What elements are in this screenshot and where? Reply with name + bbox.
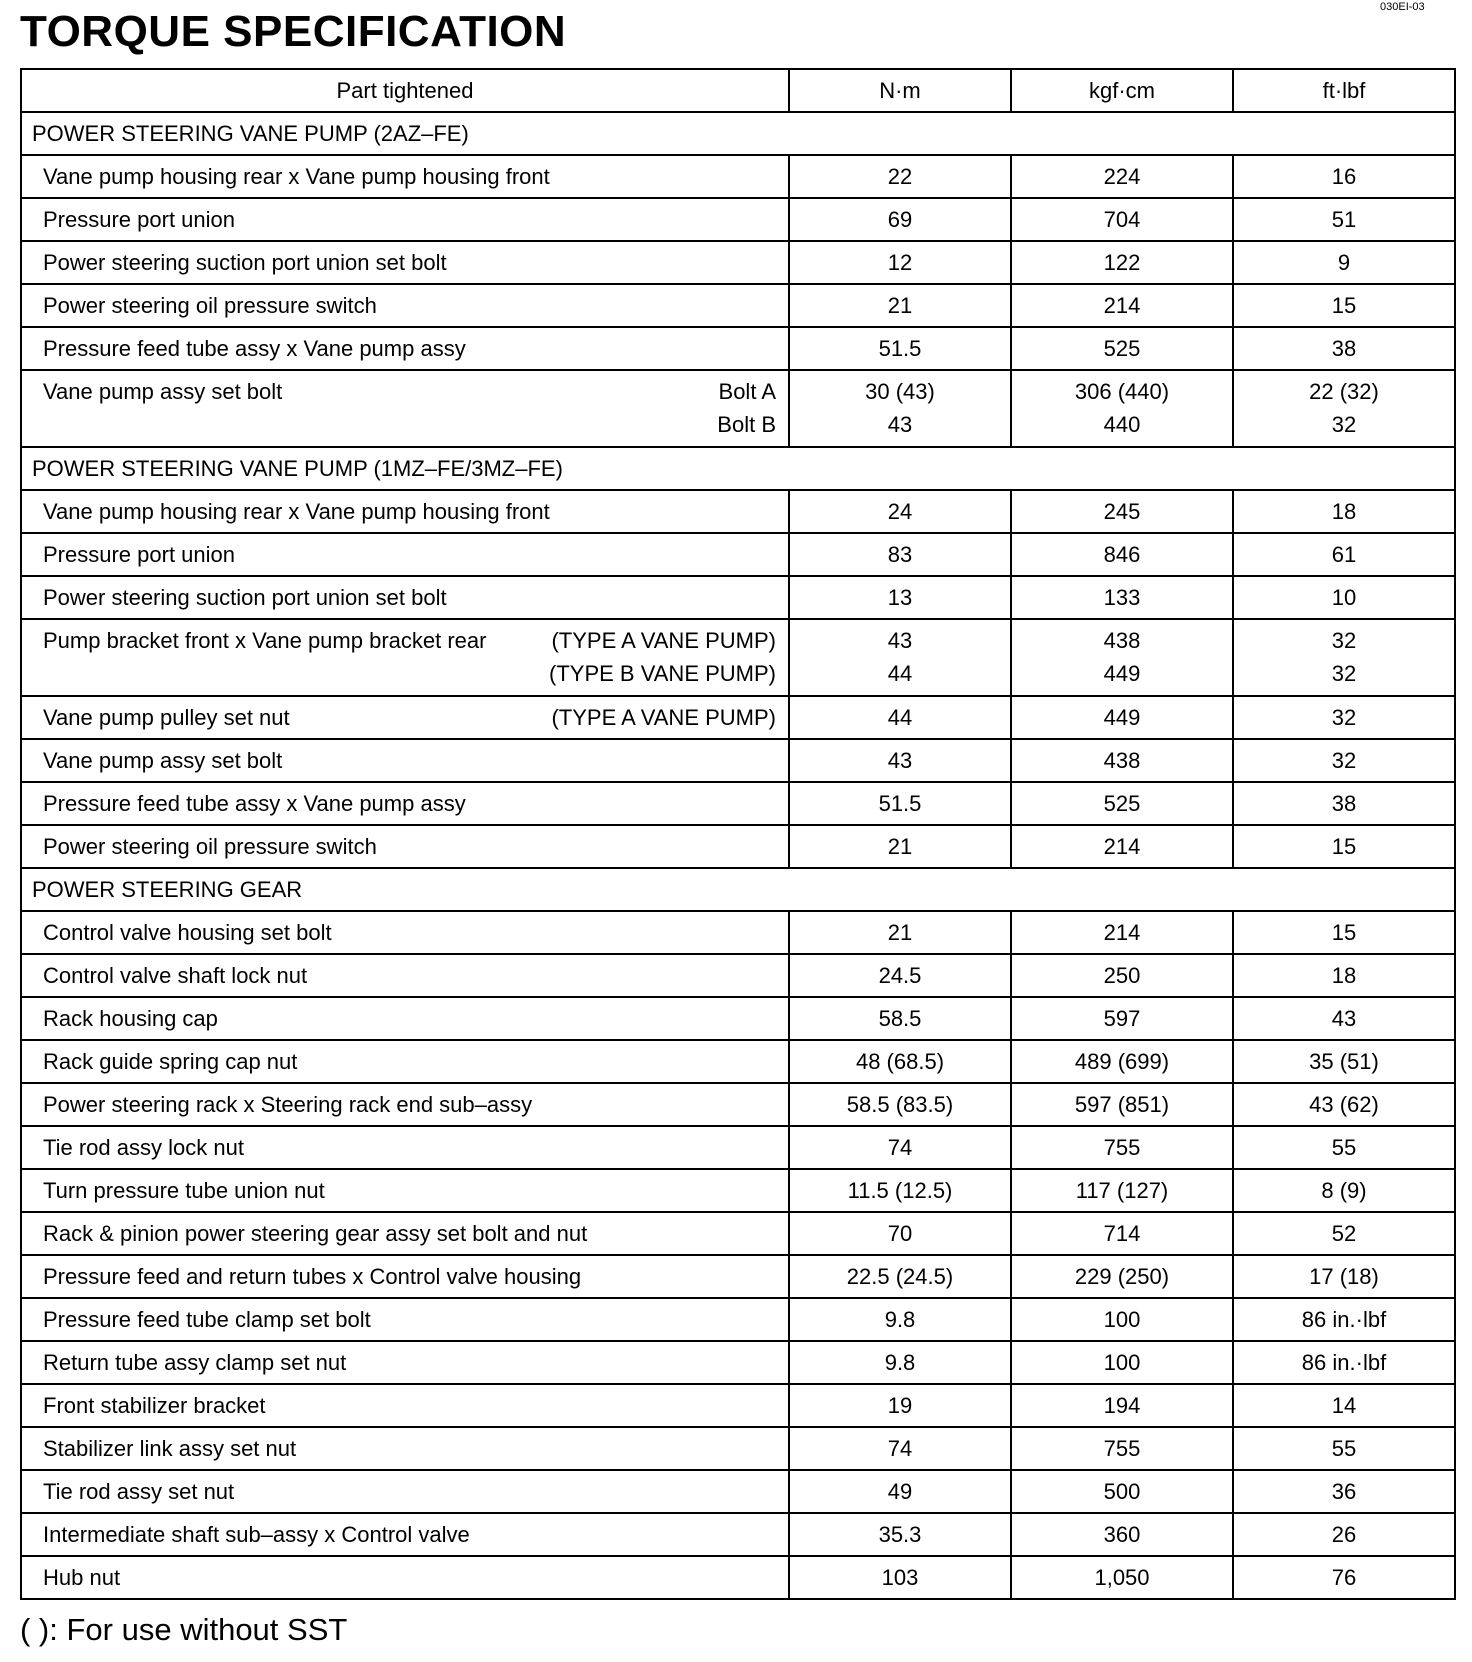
part-cell [21,533,789,576]
value-ft-lbf-cell [1233,1169,1455,1212]
value-ft-lbf-cell [1233,696,1455,739]
part-cell [21,1427,789,1470]
value-kgf-cm-cell [1011,1255,1233,1298]
value-ft-lbf-cell [1233,1427,1455,1470]
table-row [21,825,1455,868]
value-ft-lbf-cell [1233,1083,1455,1126]
part-cell [21,490,789,533]
value-ft-lbf: 32 [1331,628,1357,653]
part-cell [21,198,789,241]
part-name: Pressure port union [43,542,235,567]
part-name: Front stabilizer bracket [43,1393,266,1418]
part-cell [21,1384,789,1427]
part-cell [21,1040,789,1083]
part-qualifier: Bolt A [718,379,776,404]
value-kgf-cm: 1,050 [1094,1565,1150,1590]
value-ft-lbf: 86 in.·lbf [1301,1307,1387,1332]
part-cell [21,576,789,619]
value-nm: 44 [887,705,913,730]
value-nm-cell [789,1384,1011,1427]
value-kgf-cm: 438 [1103,628,1141,653]
table-row [21,954,1455,997]
value-kgf-cm: 755 [1103,1135,1141,1160]
header-ft-lbf: ft·lbf [1233,69,1455,112]
part-qualifier: (TYPE A VANE PUMP) [551,705,776,730]
part-cell [21,1169,789,1212]
part-cell [21,1470,789,1513]
value-ft-lbf: 14 [1331,1393,1357,1418]
value-kgf-cm-cell [1011,954,1233,997]
part-cell [21,997,789,1040]
value-kgf-cm: 489 (699) [1074,1049,1170,1074]
value-nm-cell [789,284,1011,327]
value-kgf-cm-cell [1011,911,1233,954]
value-ft-lbf-cell [1233,533,1455,576]
value-nm-cell [789,1169,1011,1212]
table-row [21,1470,1455,1513]
section-heading: POWER STEERING VANE PUMP (2AZ–FE) [21,112,1455,155]
value-kgf-cm: 846 [1103,542,1141,567]
table-row [21,782,1455,825]
section-row [21,112,1455,155]
value-nm-cell [789,739,1011,782]
part-name: Vane pump housing rear x Vane pump housing front [43,499,550,524]
value-nm-cell [789,155,1011,198]
value-kgf-cm-cell [1011,327,1233,370]
value-kgf-cm-cell [1011,1126,1233,1169]
value-ft-lbf: 86 in.·lbf [1301,1350,1387,1375]
value-kgf-cm: 100 [1103,1307,1141,1332]
table-body [21,112,1455,1599]
value-nm: 9.8 [884,1307,916,1332]
value-ft-lbf-cell [1233,911,1455,954]
value-nm: 48 (68.5) [855,1049,945,1074]
value-kgf-cm: 525 [1103,791,1141,816]
part-cell [21,911,789,954]
value-nm-cell [789,241,1011,284]
part-name: Pressure feed tube assy x Vane pump assy [43,336,466,361]
part-cell [21,241,789,284]
value-ft-lbf: 18 [1331,963,1357,988]
value-ft-lbf: 16 [1331,164,1357,189]
value-nm-cell [789,1298,1011,1341]
value-nm-cell [789,1255,1011,1298]
value-kgf-cm: 214 [1103,834,1141,859]
part-name: Control valve housing set bolt [43,920,332,945]
part-name: Tie rod assy set nut [43,1479,235,1504]
value-nm-cell [789,198,1011,241]
value-kgf-cm: 714 [1103,1221,1141,1246]
table-row [21,997,1455,1040]
value-ft-lbf: 32 [1331,412,1357,437]
value-ft-lbf: 55 [1331,1436,1357,1461]
table-row [21,1298,1455,1341]
value-kgf-cm-cell [1011,370,1233,447]
value-kgf-cm-cell [1011,1083,1233,1126]
part-cell [21,155,789,198]
value-ft-lbf: 17 (18) [1309,1264,1379,1289]
value-nm: 21 [887,834,913,859]
part-cell [21,1298,789,1341]
part-cell [21,1126,789,1169]
part-name: Vane pump assy set bolt [43,379,283,404]
value-nm: 12 [887,250,913,275]
value-nm-cell [789,997,1011,1040]
table-row [21,327,1455,370]
part-cell [21,1255,789,1298]
value-kgf-cm: 440 [1103,412,1141,437]
table-row [21,1341,1455,1384]
value-kgf-cm-cell [1011,155,1233,198]
value-kgf-cm: 360 [1103,1522,1141,1547]
value-ft-lbf-cell [1233,739,1455,782]
part-name: Power steering oil pressure switch [43,834,377,859]
value-nm: 22.5 (24.5) [846,1264,954,1289]
value-nm-cell [789,954,1011,997]
part-cell [21,284,789,327]
value-ft-lbf: 15 [1331,293,1357,318]
value-kgf-cm: 214 [1103,920,1141,945]
value-nm-cell [789,1083,1011,1126]
value-ft-lbf-cell [1233,1341,1455,1384]
table-row [21,1169,1455,1212]
part-cell [21,739,789,782]
value-nm: 69 [887,207,913,232]
part-qualifier: Bolt B [717,412,776,437]
table-row [21,1384,1455,1427]
value-kgf-cm: 597 [1103,1006,1141,1031]
value-ft-lbf-cell [1233,782,1455,825]
value-kgf-cm: 438 [1103,748,1141,773]
value-ft-lbf: 22 (32) [1309,379,1379,404]
value-ft-lbf-cell [1233,155,1455,198]
part-name: Vane pump housing rear x Vane pump housing front [43,164,550,189]
value-ft-lbf-cell [1233,1470,1455,1513]
value-ft-lbf: 38 [1331,791,1357,816]
value-kgf-cm: 250 [1103,963,1141,988]
value-nm: 19 [887,1393,913,1418]
table-row [21,911,1455,954]
value-kgf-cm-cell [1011,1427,1233,1470]
value-kgf-cm-cell [1011,1212,1233,1255]
value-ft-lbf: 32 [1331,661,1357,686]
value-ft-lbf: 43 [1331,1006,1357,1031]
value-ft-lbf-cell [1233,241,1455,284]
table-row [21,739,1455,782]
value-nm: 21 [887,293,913,318]
footnote: ( ): For use without SST [20,1612,348,1647]
value-ft-lbf: 15 [1331,834,1357,859]
part-name: Power steering suction port union set bolt [43,585,447,610]
value-ft-lbf-cell [1233,825,1455,868]
value-nm: 30 (43) [865,379,935,404]
value-nm-cell [789,490,1011,533]
part-cell [21,1341,789,1384]
value-kgf-cm-cell [1011,490,1233,533]
value-nm-cell [789,1040,1011,1083]
table-row [21,1212,1455,1255]
value-ft-lbf: 8 (9) [1321,1178,1367,1203]
part-name: Vane pump pulley set nut [43,705,290,730]
value-nm: 24.5 [878,963,922,988]
part-cell [21,327,789,370]
part-qualifier: (TYPE B VANE PUMP) [549,661,776,686]
value-ft-lbf: 51 [1331,207,1357,232]
part-name: Pressure feed tube assy x Vane pump assy [43,791,466,816]
value-ft-lbf-cell [1233,1556,1455,1599]
section-row [21,447,1455,490]
part-cell [21,370,789,447]
table-row [21,1083,1455,1126]
value-nm-cell [789,1126,1011,1169]
value-nm-cell [789,1556,1011,1599]
table-row [21,198,1455,241]
value-nm-cell [789,782,1011,825]
part-cell [21,1513,789,1556]
value-nm-cell [789,1427,1011,1470]
value-kgf-cm: 133 [1103,585,1141,610]
value-ft-lbf: 9 [1337,250,1351,275]
value-kgf-cm-cell [1011,696,1233,739]
part-cell [21,1212,789,1255]
value-nm: 58.5 [878,1006,922,1031]
value-kgf-cm-cell [1011,739,1233,782]
torque-table [20,68,1456,1600]
value-nm: 24 [887,499,913,524]
value-ft-lbf: 52 [1331,1221,1357,1246]
part-name: Rack housing cap [43,1006,218,1031]
value-ft-lbf-cell [1233,490,1455,533]
value-ft-lbf: 18 [1331,499,1357,524]
value-ft-lbf-cell [1233,1040,1455,1083]
part-cell [21,619,789,696]
table-row [21,370,1455,447]
value-kgf-cm-cell [1011,1169,1233,1212]
value-nm-cell [789,576,1011,619]
part-name: Turn pressure tube union nut [43,1178,325,1203]
part-name: Control valve shaft lock nut [43,963,308,988]
part-name: Pressure feed and return tubes x Control valve housing [43,1264,582,1289]
table-row [21,1556,1455,1599]
value-nm-cell [789,1470,1011,1513]
header-row [21,69,1455,112]
header-part: Part tightened [21,69,789,112]
value-ft-lbf: 32 [1331,748,1357,773]
value-ft-lbf-cell [1233,997,1455,1040]
value-nm: 13 [887,585,913,610]
value-kgf-cm-cell [1011,1384,1233,1427]
part-name: Rack guide spring cap nut [43,1049,298,1074]
value-kgf-cm: 306 (440) [1074,379,1170,404]
value-ft-lbf-cell [1233,1384,1455,1427]
value-ft-lbf: 61 [1331,542,1357,567]
value-ft-lbf-cell [1233,1126,1455,1169]
value-kgf-cm-cell [1011,533,1233,576]
table-row [21,1255,1455,1298]
table-row [21,696,1455,739]
value-nm: 74 [887,1135,913,1160]
value-nm: 43 [887,748,913,773]
value-kgf-cm: 500 [1103,1479,1141,1504]
table-row [21,533,1455,576]
part-name: Return tube assy clamp set nut [43,1350,347,1375]
part-name: Pressure port union [43,207,235,232]
value-nm: 103 [881,1565,919,1590]
value-nm: 22 [887,164,913,189]
value-kgf-cm-cell [1011,825,1233,868]
value-nm: 9.8 [884,1350,916,1375]
value-ft-lbf: 38 [1331,336,1357,361]
value-ft-lbf-cell [1233,1255,1455,1298]
value-nm: 83 [887,542,913,567]
part-name: Power steering suction port union set bolt [43,250,447,275]
value-nm-cell [789,370,1011,447]
value-nm-cell [789,619,1011,696]
page-title: TORQUE SPECIFICATION [20,7,567,56]
value-kgf-cm-cell [1011,241,1233,284]
part-name: Rack & pinion power steering gear assy set bolt and nut [43,1221,588,1246]
part-name: Vane pump assy set bolt [43,748,283,773]
value-kgf-cm-cell [1011,198,1233,241]
value-nm-cell [789,1212,1011,1255]
header-nm: N·m [789,69,1011,112]
part-qualifier: (TYPE A VANE PUMP) [551,628,776,653]
value-kgf-cm: 704 [1103,207,1141,232]
value-kgf-cm: 100 [1103,1350,1141,1375]
value-nm: 70 [887,1221,913,1246]
value-kgf-cm: 755 [1103,1436,1141,1461]
table-row [21,1513,1455,1556]
value-nm-cell [789,533,1011,576]
value-nm: 35.3 [878,1522,922,1547]
value-nm-cell [789,696,1011,739]
value-nm: 11.5 (12.5) [847,1178,953,1203]
value-nm: 43 [887,628,913,653]
value-ft-lbf-cell [1233,327,1455,370]
section-heading: POWER STEERING VANE PUMP (1MZ–FE/3MZ–FE) [21,447,1455,490]
value-kgf-cm: 224 [1103,164,1141,189]
value-kgf-cm: 245 [1103,499,1141,524]
value-ft-lbf-cell [1233,1212,1455,1255]
part-cell [21,954,789,997]
value-ft-lbf: 36 [1331,1479,1357,1504]
part-cell [21,1556,789,1599]
value-ft-lbf: 43 (62) [1309,1092,1379,1117]
value-kgf-cm-cell [1011,619,1233,696]
table-row [21,241,1455,284]
table-row [21,1040,1455,1083]
value-nm: 43 [887,412,913,437]
value-nm: 49 [887,1479,913,1504]
value-nm-cell [789,1513,1011,1556]
part-cell [21,825,789,868]
value-nm: 51.5 [878,336,922,361]
value-ft-lbf: 26 [1331,1522,1357,1547]
value-kgf-cm-cell [1011,1040,1233,1083]
value-ft-lbf: 10 [1331,585,1357,610]
value-ft-lbf-cell [1233,198,1455,241]
part-cell [21,782,789,825]
part-name: Power steering rack x Steering rack end sub–assy [43,1092,533,1117]
part-name: Intermediate shaft sub–assy x Control valve [43,1522,470,1547]
value-nm-cell [789,911,1011,954]
value-nm: 21 [887,920,913,945]
value-nm-cell [789,825,1011,868]
part-name: Tie rod assy lock nut [43,1135,244,1160]
value-kgf-cm-cell [1011,576,1233,619]
value-kgf-cm: 214 [1103,293,1141,318]
value-ft-lbf-cell [1233,1513,1455,1556]
part-name: Pressure feed tube clamp set bolt [43,1307,371,1332]
header-kgf-cm: kgf·cm [1011,69,1233,112]
value-ft-lbf: 76 [1331,1565,1357,1590]
value-ft-lbf: 55 [1331,1135,1357,1160]
section-heading: POWER STEERING GEAR [21,868,1455,911]
value-ft-lbf-cell [1233,284,1455,327]
value-nm: 74 [887,1436,913,1461]
value-kgf-cm-cell [1011,997,1233,1040]
part-name: Stabilizer link assy set nut [43,1436,297,1461]
value-kgf-cm: 449 [1103,705,1141,730]
part-name: Hub nut [43,1565,121,1590]
value-ft-lbf: 15 [1331,920,1357,945]
value-nm-cell [789,1341,1011,1384]
value-ft-lbf-cell [1233,576,1455,619]
value-nm-cell [789,327,1011,370]
value-kgf-cm: 449 [1103,661,1141,686]
table-row [21,490,1455,533]
value-kgf-cm-cell [1011,1513,1233,1556]
value-ft-lbf-cell [1233,370,1455,447]
document-code: 030EI-03 [1380,1,1425,13]
value-ft-lbf-cell [1233,619,1455,696]
table-row [21,576,1455,619]
value-nm: 51.5 [878,791,922,816]
value-kgf-cm-cell [1011,1298,1233,1341]
table-row [21,1427,1455,1470]
part-name: Power steering oil pressure switch [43,293,377,318]
table-row [21,1126,1455,1169]
table-row [21,619,1455,696]
value-kgf-cm-cell [1011,782,1233,825]
value-kgf-cm: 229 (250) [1074,1264,1170,1289]
value-nm: 44 [887,661,913,686]
value-nm: 58.5 (83.5) [846,1092,954,1117]
value-kgf-cm-cell [1011,1470,1233,1513]
section-row [21,868,1455,911]
part-cell [21,696,789,739]
table-row [21,155,1455,198]
value-kgf-cm-cell [1011,1556,1233,1599]
value-ft-lbf-cell [1233,1298,1455,1341]
part-cell [21,1083,789,1126]
value-kgf-cm: 597 (851) [1074,1092,1170,1117]
value-kgf-cm-cell [1011,1341,1233,1384]
part-name: Pump bracket front x Vane pump bracket rear [43,628,487,653]
value-kgf-cm: 122 [1103,250,1141,275]
value-ft-lbf: 35 (51) [1309,1049,1379,1074]
table-row [21,284,1455,327]
value-ft-lbf: 32 [1331,705,1357,730]
value-kgf-cm: 194 [1103,1393,1141,1418]
value-kgf-cm: 117 (127) [1075,1178,1169,1203]
value-ft-lbf-cell [1233,954,1455,997]
value-kgf-cm-cell [1011,284,1233,327]
value-kgf-cm: 525 [1103,336,1141,361]
